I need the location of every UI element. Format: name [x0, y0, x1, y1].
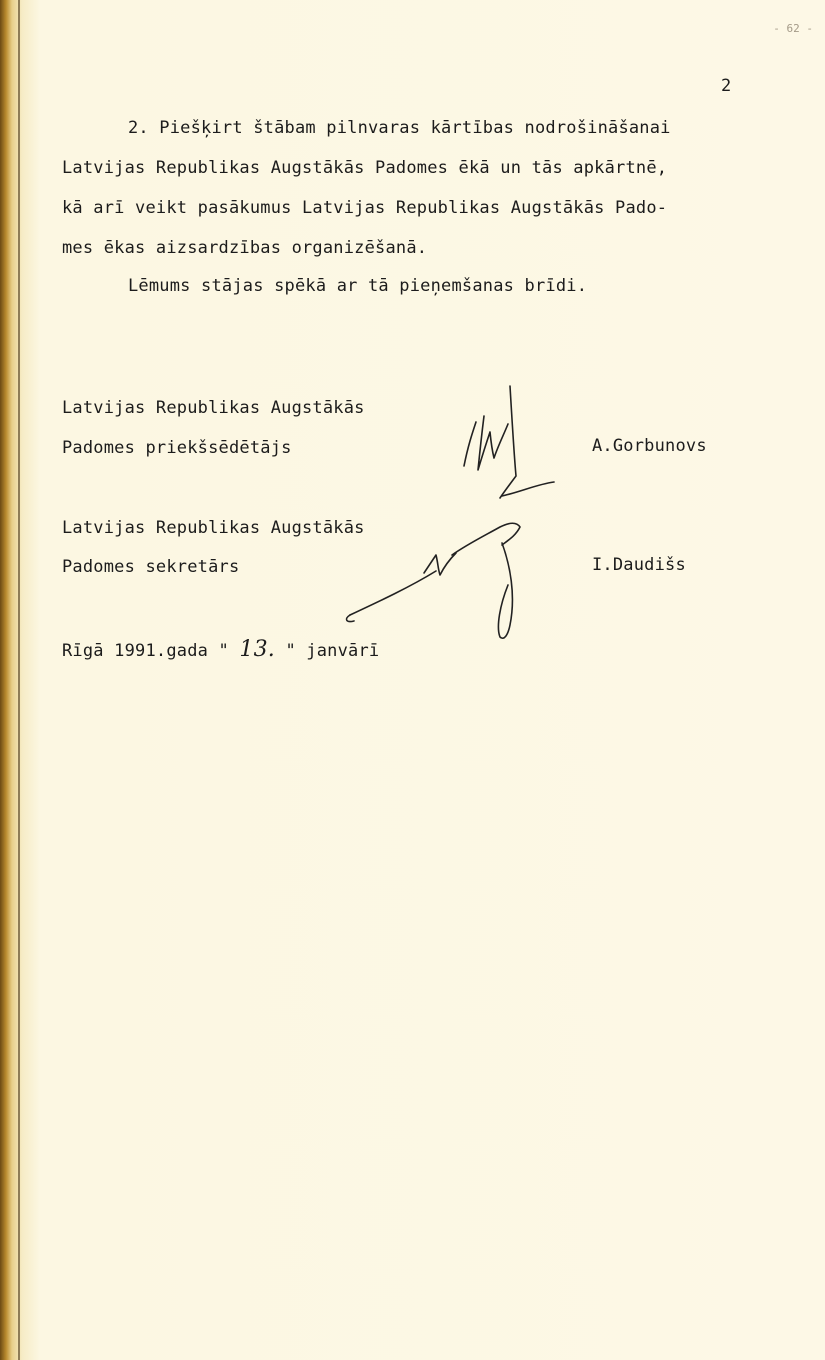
chairman-signature [450, 380, 570, 520]
body-line-3: kā arī veikt pasākumus Latvijas Republikas Augstākās Pado- [62, 198, 668, 218]
date-prefix: Rīgā 1991.gada " [62, 641, 229, 661]
page-number: 2 [721, 76, 732, 96]
chairman-title-line-2: Padomes priekšsēdētājs [62, 438, 292, 458]
date-suffix: " janvārī [285, 641, 380, 661]
body-line-4: mes ēkas aizsardzības organizēšanā. [62, 238, 428, 258]
body-line-1: 2. Piešķirt štābam pilnvaras kārtības nodrošināšanai [128, 118, 671, 138]
secretary-title-line-1: Latvijas Republikas Augstākās [62, 518, 365, 538]
binding-edge [18, 0, 20, 1360]
secretary-name: I.Daudišs [592, 555, 686, 575]
body-line-5: Lēmums stājas spēkā ar tā pieņemšanas brīdi. [128, 276, 588, 296]
chairman-name: A.Gorbunovs [592, 436, 707, 456]
body-line-2: Latvijas Republikas Augstākās Padomes ēkā un tās apkārtnē, [62, 158, 668, 178]
corner-mark: - 62 - [773, 22, 813, 35]
secretary-title-line-2: Padomes sekretārs [62, 557, 240, 577]
date-day-handwritten: 13. [239, 637, 275, 662]
secretary-signature [340, 515, 540, 650]
chairman-title-line-1: Latvijas Republikas Augstākās [62, 398, 365, 418]
date-line [62, 637, 379, 662]
